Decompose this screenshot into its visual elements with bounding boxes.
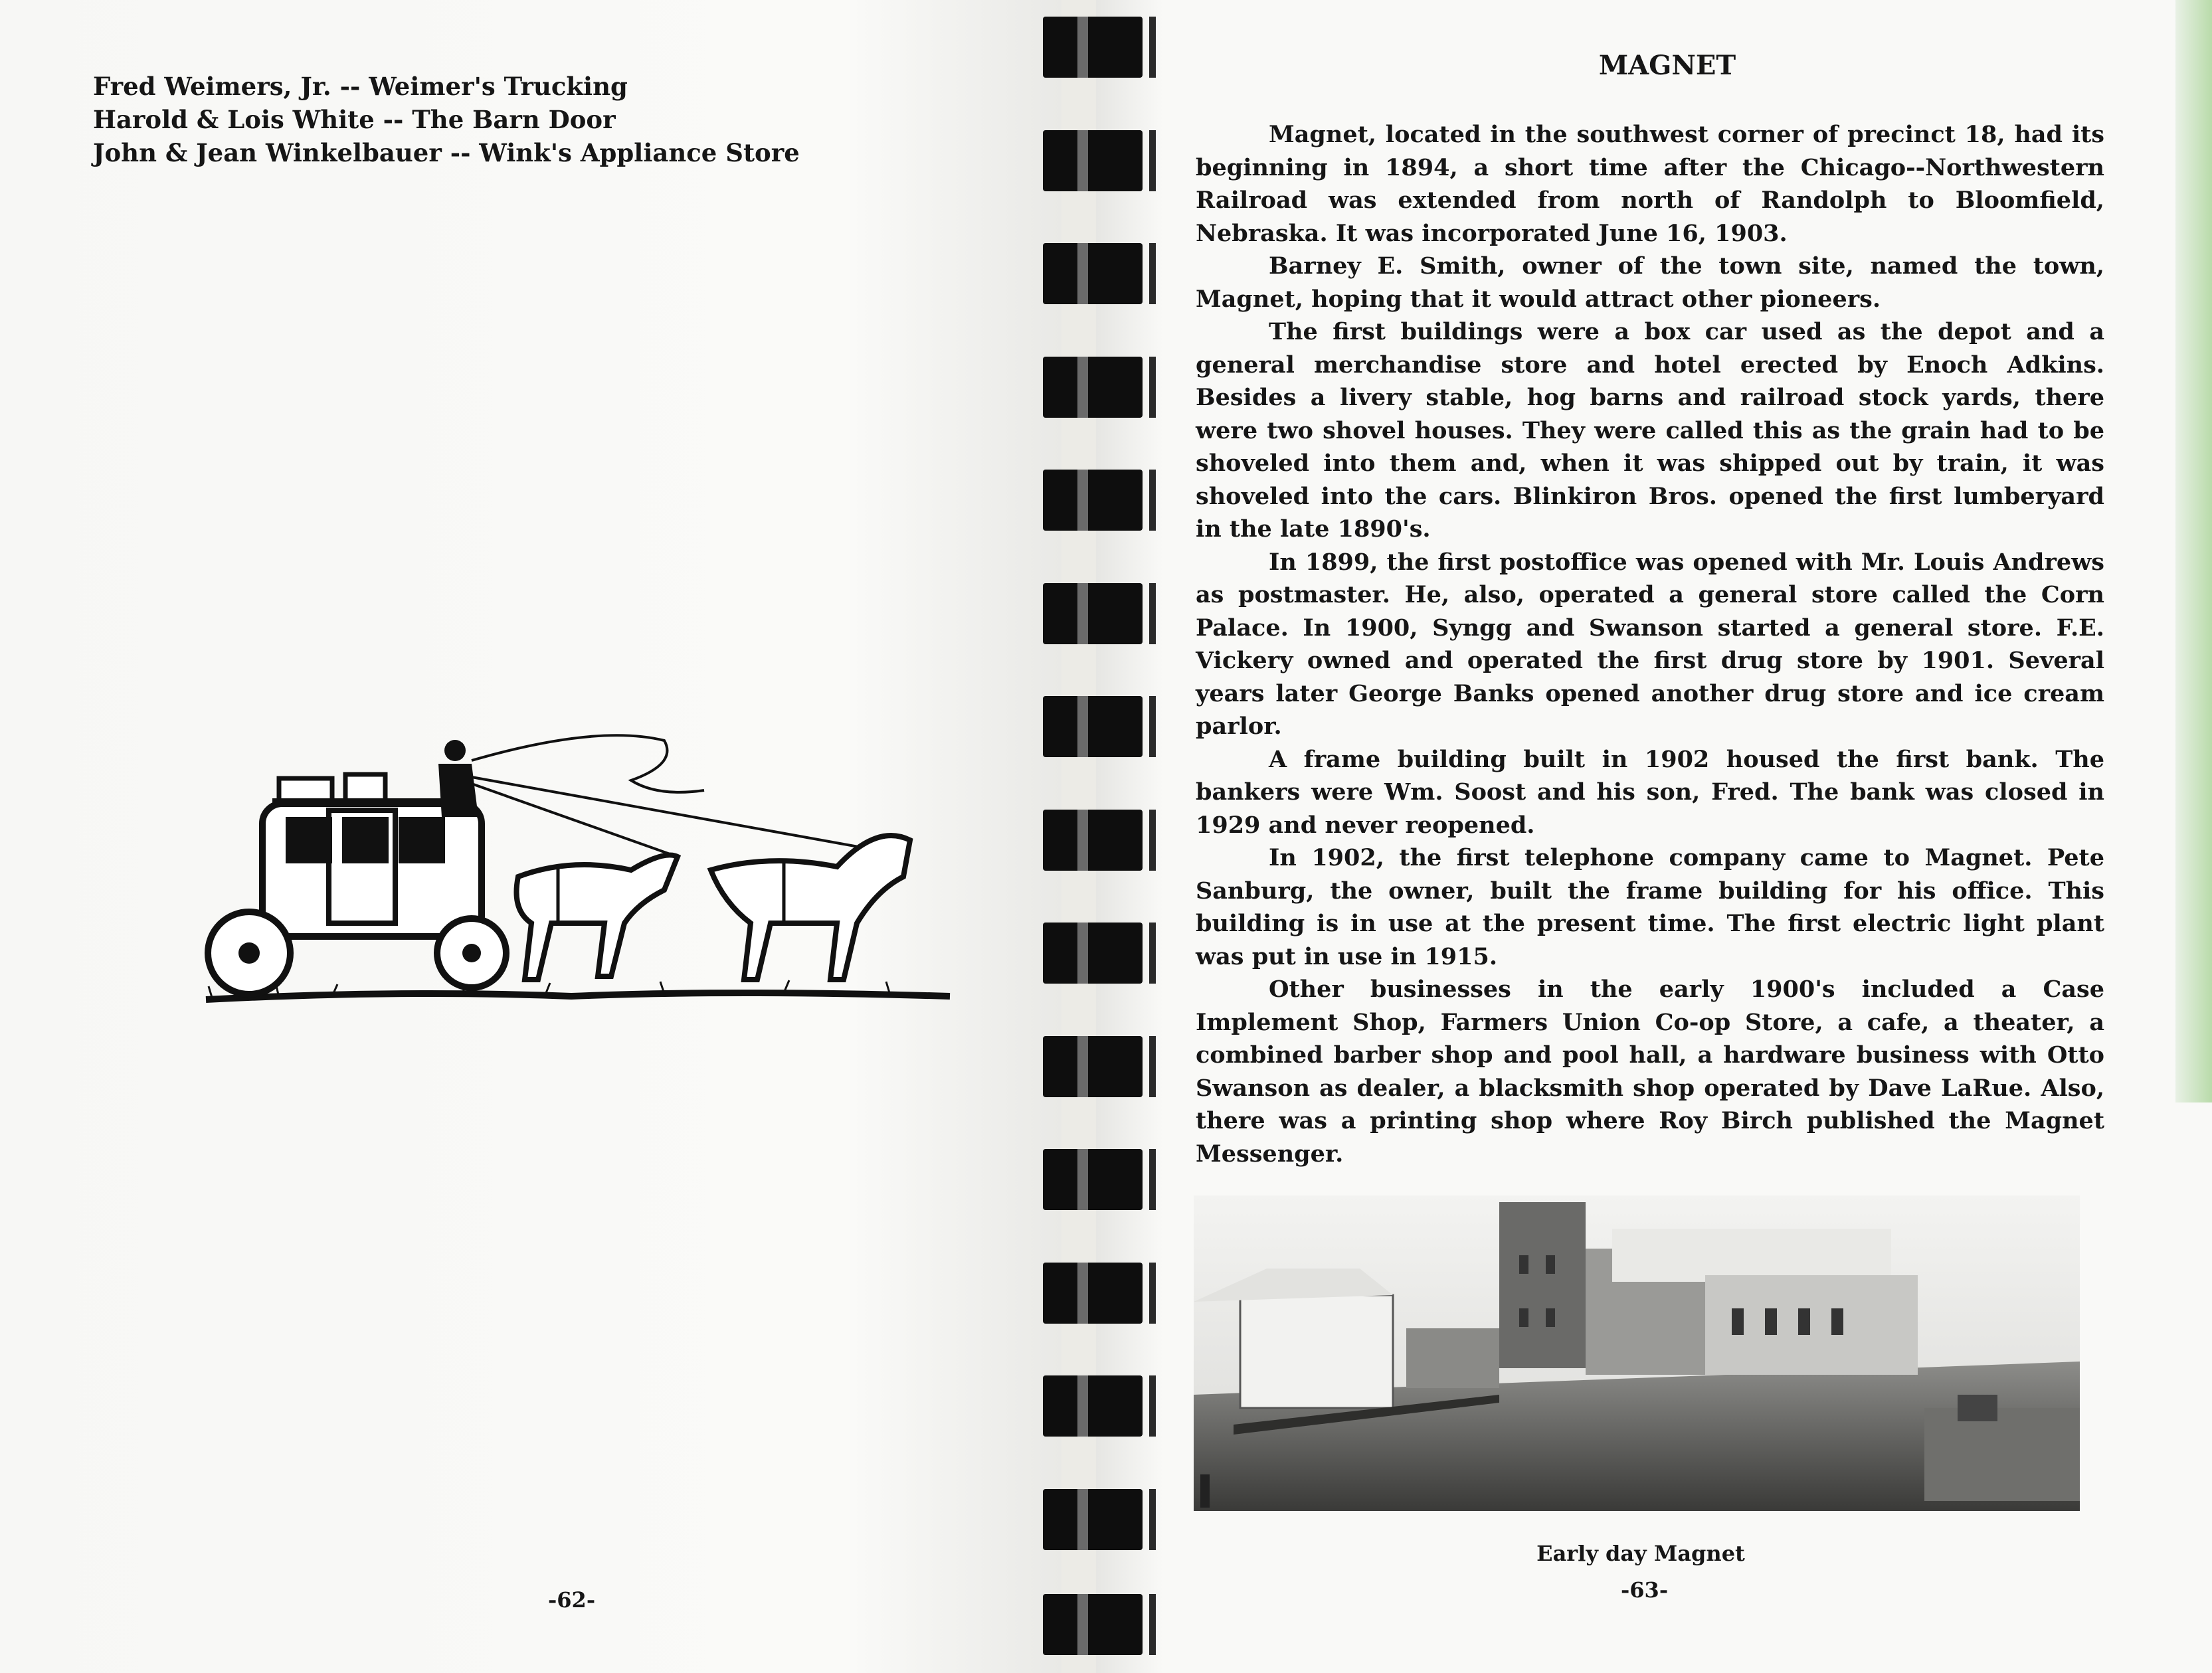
page-edge	[2175, 0, 2212, 1102]
article-paragraph: In 1902, the first telephone company came to Magnet. Pete Sanburg, the owner, built the frame building for his office. This building is in use at the present time. The first electric light plant was put in use in 1915.	[1196, 844, 2104, 970]
historic-town-photo	[1194, 1195, 2080, 1511]
binding-coil	[1036, 696, 1162, 757]
binding-coil	[1036, 1375, 1162, 1437]
binding-coil	[1036, 130, 1162, 191]
binding-coil	[1036, 1263, 1162, 1324]
binding-coil	[1036, 1149, 1162, 1210]
binding-coil	[1036, 17, 1162, 78]
article-title: MAGNET	[1598, 50, 1736, 81]
binding-coil	[1036, 583, 1162, 644]
binding-coil	[1036, 1489, 1162, 1550]
article-body	[1196, 118, 2104, 1170]
article-paragraph: A frame building built in 1902 housed the first bank. The bankers were Wm. Soost and his son, Fred. The bank was closed in 1929 and never reopened.	[1196, 745, 2104, 839]
binding-coil	[1036, 1594, 1162, 1655]
article-paragraph: In 1899, the first postoffice was opened with Mr. Louis Andrews as postmaster. He, also, operated a general store called the Corn Palace. In 1900, Syngg and Swanson started a general store. F.E. Vickery owned and operated the first drug store by 1901. Several years later George Banks opened another drug store and ice cream parlor.	[1196, 548, 2104, 740]
photo-caption: Early day Magnet	[1536, 1541, 1745, 1566]
credits-list	[93, 70, 800, 169]
binding-coil	[1036, 1036, 1162, 1097]
binding-coil	[1036, 243, 1162, 304]
spiral-binding	[1036, 0, 1162, 1673]
binding-coil	[1036, 470, 1162, 531]
article-paragraph: The first buildings were a box car used as the depot and a general merchandise store and hotel erected by Enoch Adkins. Besides a livery stable, hog barns and railroad stock yards, there were two shovel houses. They were called this as the grain had to be shoveled into them and, when it was shipped out by train, it was shoveled into the cars. Blinkiron Bros. opened the first lumberyard in the late 1890's.	[1196, 318, 2104, 543]
binding-coil	[1036, 810, 1162, 871]
article-paragraph: Other businesses in the early 1900's included a Case Implement Shop, Farmers Union Co-op Store, a cafe, a theater, a combined barber shop and pool hall, a hardware business with Otto Swanson as dealer, a blacksmith shop operated by Dave LaRue. Also, there was a printing shop where Roy Birch published the Magnet Messenger.	[1196, 976, 2104, 1168]
credit-line: John & Jean Winkelbauer -- Wink's Appliance Store	[93, 138, 800, 167]
credit-line: Fred Weimers, Jr. -- Weimer's Trucking	[93, 72, 628, 101]
binding-coil	[1036, 357, 1162, 418]
binding-coil	[1036, 923, 1162, 984]
page-number-left: -62-	[548, 1587, 596, 1613]
article-paragraph: Magnet, located in the southwest corner of precinct 18, had its beginning in 1894, a short time after the Chicago--Northwestern Railroad was extended from north of Randolph to Bloomfield, Nebraska. It was incorporated June 16, 1903.	[1196, 121, 2104, 247]
page-number-right: -63-	[1621, 1577, 1669, 1603]
stagecoach-illustration	[199, 724, 963, 1019]
article-paragraph: Barney E. Smith, owner of the town site, named the town, Magnet, hoping that it would attract other pioneers.	[1196, 252, 2104, 313]
left-page	[0, 0, 1061, 1673]
credit-line: Harold & Lois White -- The Barn Door	[93, 105, 616, 134]
